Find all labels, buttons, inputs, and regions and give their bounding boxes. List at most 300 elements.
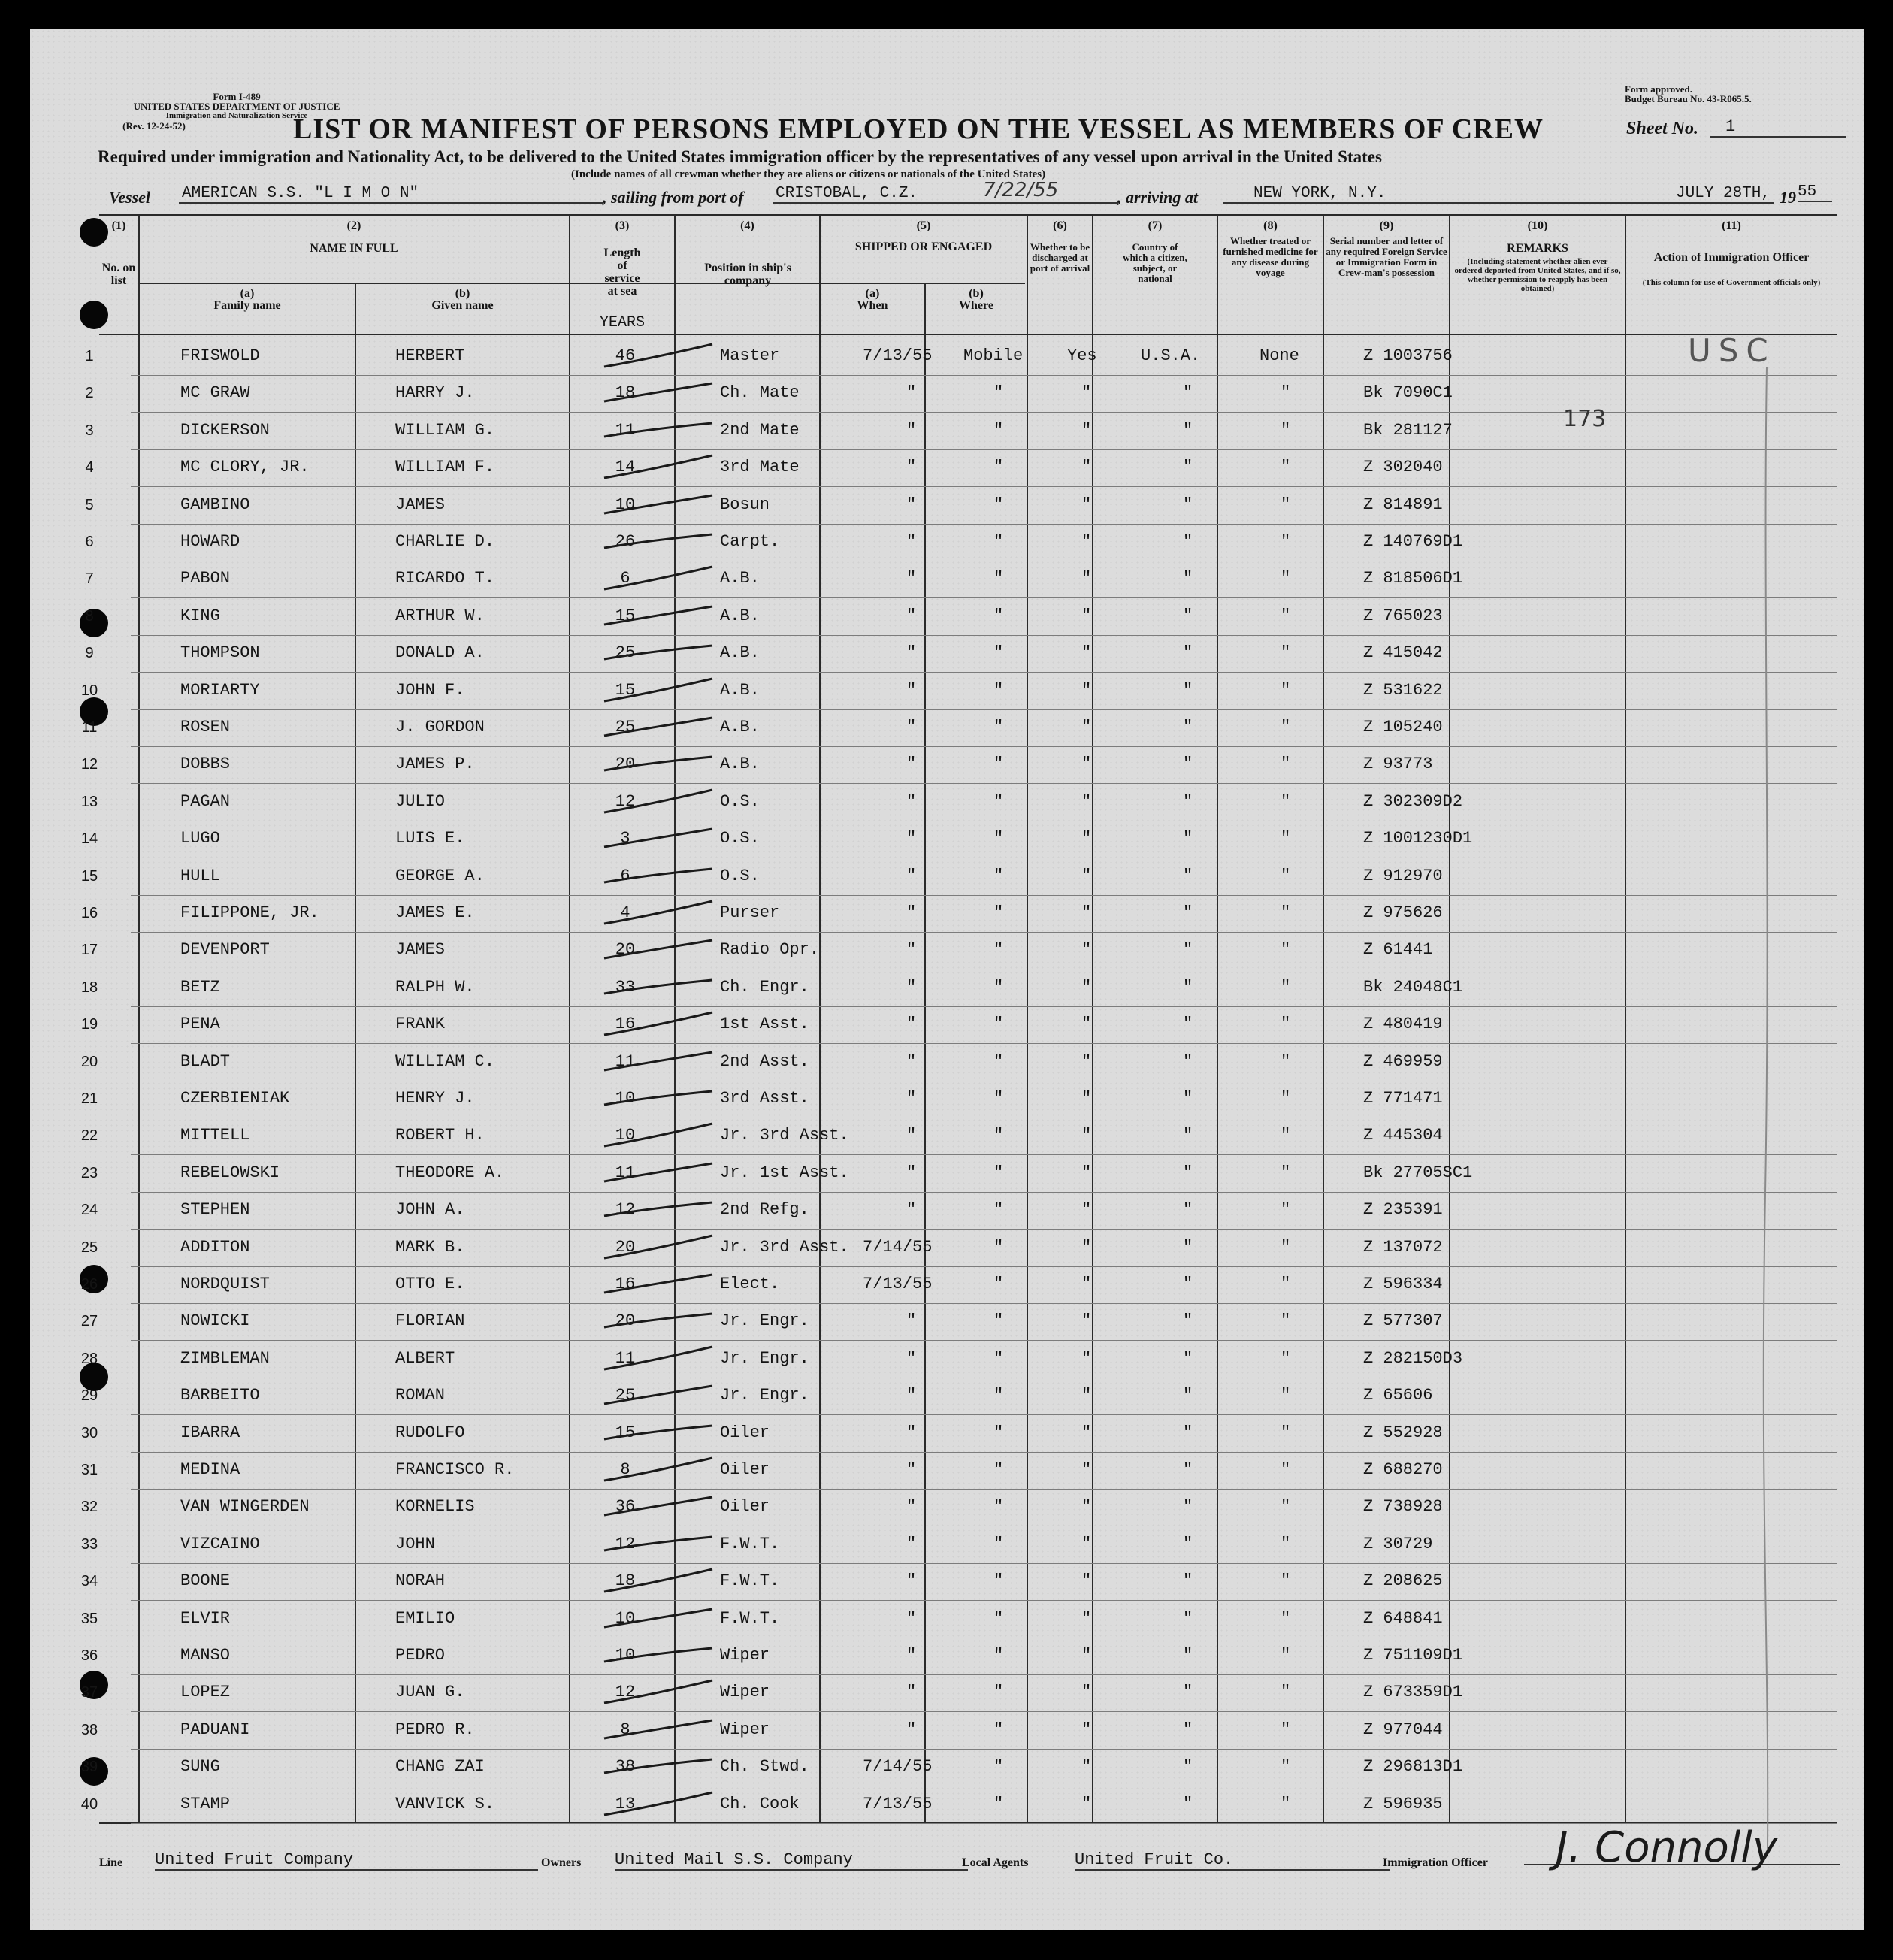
col1-header: No. on list <box>101 262 136 287</box>
pencil-mark <box>1755 367 1778 1855</box>
position: 3rd Mate <box>720 458 800 477</box>
table-row <box>80 1563 1837 1601</box>
service-years: 3 <box>620 829 630 848</box>
shipped-where: " <box>993 1497 1004 1517</box>
shipped-where: " <box>993 1683 1004 1702</box>
medicine: " <box>1281 903 1291 922</box>
shipped-where: " <box>993 643 1004 663</box>
family-name: DICKERSON <box>180 420 270 440</box>
check-slash-mark <box>603 1789 715 1819</box>
serial-number: Z 105240 <box>1363 718 1443 737</box>
row-number: 24 <box>80 1202 98 1219</box>
shipped-when: 7/13/55 <box>863 346 933 365</box>
medicine: " <box>1281 977 1291 997</box>
service-years: 20 <box>615 755 636 774</box>
given-name: HARRY J. <box>395 383 475 403</box>
col5b-num: (b) <box>969 287 984 300</box>
check-slash-mark <box>603 1566 715 1596</box>
shipped-where: " <box>993 606 1004 625</box>
shipped-when: 7/14/55 <box>863 1757 933 1777</box>
sailing-label: , sailing from port of <box>603 188 744 207</box>
country: " <box>1183 1348 1193 1368</box>
table-row <box>80 784 1837 821</box>
check-slash-mark <box>603 1529 715 1559</box>
medicine: " <box>1281 569 1291 588</box>
family-name: LOPEZ <box>180 1683 231 1702</box>
check-slash-mark <box>603 527 715 557</box>
shipped-when: " <box>906 1460 917 1479</box>
col2-num: (2) <box>346 219 361 232</box>
position: A.B. <box>720 606 760 625</box>
position: O.S. <box>720 866 760 885</box>
col11-note: (This column for use of Government officials only) <box>1642 278 1821 287</box>
position: A.B. <box>720 569 760 588</box>
discharge: " <box>1081 718 1092 737</box>
check-slash-mark <box>603 787 715 817</box>
col3-header: Length of service at sea <box>603 247 641 298</box>
shipped-where: " <box>993 569 1004 588</box>
serial-number: Z 751109D1 <box>1363 1646 1463 1665</box>
shipped-where: " <box>993 1237 1004 1257</box>
row-number: 10 <box>80 682 98 699</box>
shipped-where: Mobile <box>963 346 1024 365</box>
given-name: JOHN A. <box>395 1200 465 1220</box>
family-name: ADDITON <box>180 1237 250 1257</box>
family-name: SUNG <box>180 1757 220 1777</box>
service-years: 25 <box>615 1386 636 1405</box>
shipped-where: " <box>993 1348 1004 1368</box>
row-number: 31 <box>80 1462 98 1478</box>
shipped-when: " <box>906 755 917 774</box>
position: Oiler <box>720 1460 770 1479</box>
row-number: 15 <box>80 867 98 885</box>
given-name: ROBERT H. <box>395 1126 485 1145</box>
shipped-when: " <box>906 1126 917 1145</box>
family-name: DOBBS <box>180 755 231 774</box>
family-name: PADUANI <box>180 1720 250 1739</box>
col4-num: (4) <box>740 219 754 232</box>
family-name: DEVENPORT <box>180 940 270 960</box>
year-suffix: 55 <box>1798 183 1832 202</box>
given-name: WILLIAM F. <box>395 458 495 477</box>
table-row <box>80 1006 1837 1044</box>
col6-header: Whether to be discharged at port of arrival <box>1030 241 1090 274</box>
position: 3rd Asst. <box>720 1089 809 1108</box>
agents-label: Local Agents <box>962 1856 1029 1869</box>
serial-number: Z 65606 <box>1363 1386 1433 1405</box>
row-number: 33 <box>80 1535 98 1553</box>
row-number: 19 <box>80 1016 98 1033</box>
medicine: " <box>1281 420 1291 440</box>
table-row <box>80 673 1837 710</box>
position: Purser <box>720 903 780 922</box>
row-number: 12 <box>80 756 98 773</box>
service-years: 11 <box>615 420 636 440</box>
shipped-where: " <box>993 1126 1004 1145</box>
shipped-where: " <box>993 1608 1004 1628</box>
check-slash-mark <box>603 341 715 371</box>
table-row <box>85 487 1837 525</box>
table-row <box>80 969 1837 1007</box>
arrival-date: JULY 28TH, <box>1547 185 1774 204</box>
medicine: " <box>1281 755 1291 774</box>
medicine: " <box>1281 1386 1291 1405</box>
service-years: 15 <box>615 1423 636 1442</box>
row-number: 32 <box>80 1499 98 1516</box>
sail-date: 7/22/55 <box>983 179 1059 201</box>
country: U.S.A. <box>1141 346 1201 365</box>
col1-num: (1) <box>111 219 126 232</box>
country: " <box>1183 1311 1193 1331</box>
family-name: KING <box>180 606 220 625</box>
check-slash-mark <box>603 1677 715 1707</box>
serial-number: Z 577307 <box>1363 1311 1443 1331</box>
shipped-where: " <box>993 1646 1004 1665</box>
table-row <box>80 1341 1837 1378</box>
given-name: JOHN F. <box>395 680 465 700</box>
shipped-where: " <box>993 680 1004 700</box>
check-slash-mark <box>603 712 715 743</box>
given-name: JULIO <box>395 791 446 811</box>
shipped-when: " <box>906 1015 917 1034</box>
row-number: 5 <box>85 496 94 513</box>
family-name: THOMPSON <box>180 643 260 663</box>
serial-number: Z 977044 <box>1363 1720 1443 1739</box>
check-slash-mark <box>603 898 715 928</box>
check-slash-mark <box>603 1604 715 1634</box>
shipped-where: " <box>993 1163 1004 1182</box>
medicine: " <box>1281 1683 1291 1702</box>
year-prefix: 19 <box>1780 188 1796 207</box>
shipped-where: " <box>993 829 1004 848</box>
table-row <box>80 1081 1837 1118</box>
serial-number: Z 415042 <box>1363 643 1443 663</box>
table-row <box>80 932 1837 969</box>
position: A.B. <box>720 718 760 737</box>
check-slash-mark <box>603 1047 715 1077</box>
position: Oiler <box>720 1497 770 1517</box>
check-slash-mark <box>603 749 715 779</box>
table-row <box>80 1266 1837 1304</box>
family-name: BARBEITO <box>180 1386 260 1405</box>
serial-number: Bk 24048C1 <box>1363 977 1463 997</box>
remark-173: 173 <box>1563 406 1607 432</box>
given-name: EMILIO <box>395 1608 455 1628</box>
line-label: Line <box>99 1856 123 1869</box>
given-name: VANVICK S. <box>395 1794 495 1813</box>
serial-number: Z 296813D1 <box>1363 1757 1463 1777</box>
family-name: FRISWOLD <box>180 346 260 365</box>
medicine: " <box>1281 1015 1291 1034</box>
medicine: " <box>1281 1608 1291 1628</box>
medicine: " <box>1281 1497 1291 1517</box>
row-number: 34 <box>80 1573 98 1590</box>
check-slash-mark <box>603 1641 715 1671</box>
serial-number: Z 235391 <box>1363 1200 1443 1220</box>
discharge: " <box>1081 643 1092 663</box>
shipped-where: " <box>993 1386 1004 1405</box>
country: " <box>1183 1497 1193 1517</box>
row-number: 13 <box>80 793 98 810</box>
table-row <box>80 1303 1837 1341</box>
table-row <box>80 746 1837 784</box>
serial-number: Z 648841 <box>1363 1608 1443 1628</box>
given-name: HERBERT <box>395 346 465 365</box>
medicine: " <box>1281 1311 1291 1331</box>
table-top-rule <box>99 214 1837 216</box>
row-number: 8 <box>85 607 94 625</box>
discharge: " <box>1081 532 1092 551</box>
service-years: 38 <box>615 1757 636 1777</box>
position: F.W.T. <box>720 1571 780 1591</box>
family-name: BETZ <box>180 977 220 997</box>
col2b-num: (b) <box>455 287 470 300</box>
given-name: J. GORDON <box>395 718 485 737</box>
country: " <box>1183 1200 1193 1220</box>
shipped-when: " <box>906 458 917 477</box>
position: 1st Asst. <box>720 1015 809 1034</box>
shipped-when: " <box>906 1163 917 1182</box>
service-years: 10 <box>615 1646 636 1665</box>
shipped-when: " <box>906 1683 917 1702</box>
position: Radio Opr. <box>720 940 820 960</box>
check-slash-mark <box>603 1381 715 1411</box>
medicine: " <box>1281 1646 1291 1665</box>
serial-number: Z 30729 <box>1363 1534 1433 1553</box>
service-years: 12 <box>615 1683 636 1702</box>
country: " <box>1183 718 1193 737</box>
shipped-where: " <box>993 903 1004 922</box>
table-row <box>85 635 1837 673</box>
medicine: " <box>1281 1237 1291 1257</box>
col9-header: Serial number and letter of any required Foreign Service or Immigration Form in Crew-man's possession <box>1326 235 1447 278</box>
medicine: " <box>1281 1051 1291 1071</box>
given-name: PEDRO <box>395 1646 446 1665</box>
check-slash-mark <box>603 824 715 854</box>
table-row <box>85 449 1837 487</box>
table-row <box>80 1230 1837 1267</box>
serial-number: Z 765023 <box>1363 606 1443 625</box>
discharge: " <box>1081 977 1092 997</box>
check-slash-mark <box>603 1344 715 1374</box>
country: " <box>1183 1089 1193 1108</box>
country: " <box>1183 1126 1193 1145</box>
country: " <box>1183 1683 1193 1702</box>
shipped-where: " <box>993 1015 1004 1034</box>
given-name: JOHN <box>395 1534 435 1553</box>
country: " <box>1183 1720 1193 1739</box>
medicine: " <box>1281 1794 1291 1813</box>
col5b-header: Where <box>959 299 993 312</box>
given-name: MARK B. <box>395 1237 465 1257</box>
medicine: " <box>1281 606 1291 625</box>
row-number: 16 <box>80 905 98 921</box>
family-name: NOWICKI <box>180 1311 250 1331</box>
serial-number: Z 469959 <box>1363 1051 1443 1071</box>
arriving-label: , arriving at <box>1117 188 1198 207</box>
shipped-where: " <box>993 1423 1004 1442</box>
shipped-when: " <box>906 1386 917 1405</box>
col10-num: (10) <box>1527 219 1548 232</box>
service-years: 12 <box>615 791 636 811</box>
col2b-header: Given name <box>431 299 494 312</box>
family-name: PENA <box>180 1015 220 1034</box>
table-row <box>80 821 1837 858</box>
given-name: WILLIAM C. <box>395 1051 495 1071</box>
table-row <box>80 1155 1837 1193</box>
given-name: FRANCISCO R. <box>395 1460 515 1479</box>
check-slash-mark <box>603 416 715 446</box>
position: Elect. <box>720 1275 780 1293</box>
col8-header: Whether treated or furnished medicine for any disease during voyage <box>1223 235 1318 278</box>
medicine: " <box>1281 1089 1291 1108</box>
table-row <box>85 338 1837 376</box>
row-number: 22 <box>80 1127 98 1145</box>
table-row <box>80 858 1837 896</box>
shipped-when: " <box>906 1089 917 1108</box>
check-slash-mark <box>603 861 715 891</box>
service-years: 6 <box>620 569 630 588</box>
discharge: " <box>1081 1683 1092 1702</box>
col5-header: SHIPPED OR ENGAGED <box>854 240 993 253</box>
row-number: 1 <box>85 348 94 364</box>
shipped-when: " <box>906 1497 917 1517</box>
shipped-when: " <box>906 1646 917 1665</box>
country: " <box>1183 1423 1193 1442</box>
country: " <box>1183 606 1193 625</box>
sheet-number: 1 <box>1710 117 1846 138</box>
shipped-when: " <box>906 940 917 960</box>
check-slash-mark <box>603 1269 715 1299</box>
row-number: 35 <box>80 1610 98 1627</box>
serial-number: Z 596935 <box>1363 1794 1443 1813</box>
row-number: 20 <box>80 1053 98 1070</box>
service-years: 20 <box>615 940 636 960</box>
serial-number: Z 93773 <box>1363 755 1433 774</box>
discharge: Yes <box>1067 346 1097 365</box>
discharge: " <box>1081 755 1092 774</box>
position: O.S. <box>720 791 760 811</box>
department: UNITED STATES DEPARTMENT OF JUSTICE <box>133 101 340 112</box>
discharge: " <box>1081 829 1092 848</box>
shipped-when: " <box>906 1534 917 1553</box>
discharge: " <box>1081 1497 1092 1517</box>
check-slash-mark <box>603 935 715 965</box>
serial-number: Z 912970 <box>1363 866 1443 885</box>
medicine: " <box>1281 718 1291 737</box>
check-slash-mark <box>603 1752 715 1782</box>
country: " <box>1183 903 1193 922</box>
serial-number: Z 814891 <box>1363 495 1443 514</box>
table-row <box>80 1786 1837 1824</box>
table-row <box>80 895 1837 933</box>
service-name: Immigration and Naturalization Service <box>165 111 308 120</box>
discharge: " <box>1081 569 1092 588</box>
shipped-where: " <box>993 866 1004 885</box>
shipped-where: " <box>993 1794 1004 1813</box>
discharge: " <box>1081 1460 1092 1479</box>
shipped-when: " <box>906 383 917 403</box>
service-years: 11 <box>615 1051 636 1071</box>
service-years: 18 <box>615 383 636 403</box>
discharge: " <box>1081 680 1092 700</box>
owners-label: Owners <box>541 1856 582 1869</box>
table-row <box>80 1712 1837 1750</box>
family-name: BLADT <box>180 1051 231 1071</box>
row-number: 14 <box>80 830 98 848</box>
shipped-where: " <box>993 1200 1004 1220</box>
country: " <box>1183 383 1193 403</box>
position: Jr. 3rd Asst. <box>720 1126 849 1145</box>
medicine: " <box>1281 458 1291 477</box>
check-slash-mark <box>603 1455 715 1485</box>
subtitle: Required under immigration and Nationality Act, to be delivered to the United States immigration officer by the representatives of any vessel upon arrival in the United States <box>98 147 1382 166</box>
shipped-when: " <box>906 1200 917 1220</box>
position: 2nd Refg. <box>720 1200 809 1220</box>
service-years: 25 <box>615 718 636 737</box>
given-name: LUIS E. <box>395 829 465 848</box>
medicine: " <box>1281 791 1291 811</box>
usc-annotation: USC <box>1688 332 1776 369</box>
table-row <box>80 1638 1837 1675</box>
shipped-when: " <box>906 1423 917 1442</box>
table-row <box>80 1378 1837 1415</box>
given-name: ARTHUR W. <box>395 606 485 625</box>
shipped-when: 7/14/55 <box>863 1237 933 1257</box>
country: " <box>1183 866 1193 885</box>
discharge: " <box>1081 1608 1092 1628</box>
discharge: " <box>1081 1200 1092 1220</box>
discharge: " <box>1081 940 1092 960</box>
row-number: 29 <box>80 1387 98 1405</box>
punch-hole <box>80 301 108 329</box>
service-years: 10 <box>615 495 636 514</box>
shipped-when: " <box>906 495 917 514</box>
country: " <box>1183 1051 1193 1071</box>
manifest-sheet <box>30 29 1864 1930</box>
serial-number: Z 302309D2 <box>1363 791 1463 811</box>
table-row <box>80 1674 1837 1712</box>
position: O.S. <box>720 829 760 848</box>
service-years: 8 <box>620 1720 630 1739</box>
agents-value: United Fruit Co. <box>1075 1850 1390 1871</box>
service-years: 36 <box>615 1497 636 1517</box>
family-name: PABON <box>180 569 231 588</box>
family-name: ELVIR <box>180 1608 231 1628</box>
table-row <box>80 1749 1837 1786</box>
family-name: LUGO <box>180 829 220 848</box>
check-slash-mark <box>603 452 715 482</box>
officer-label: Immigration Officer <box>1383 1856 1488 1869</box>
col5a-num: (a) <box>865 287 880 300</box>
medicine: None <box>1259 346 1299 365</box>
owners-value: United Mail S.S. Company <box>615 1850 968 1871</box>
position: Jr. Engr. <box>720 1386 809 1405</box>
discharge: " <box>1081 903 1092 922</box>
budget-bureau: Budget Bureau No. 43-R065.5. <box>1625 93 1752 104</box>
service-years: 25 <box>615 643 636 663</box>
shipped-when: " <box>906 569 917 588</box>
shipped-where: " <box>993 420 1004 440</box>
serial-number: Z 140769D1 <box>1363 532 1463 551</box>
table-row <box>80 1415 1837 1453</box>
row-number: 38 <box>80 1721 98 1738</box>
position: Jr. 3rd Asst. <box>720 1237 849 1257</box>
service-years: 10 <box>615 1089 636 1108</box>
discharge: " <box>1081 1423 1092 1442</box>
position: Wiper <box>720 1683 770 1702</box>
shipped-where: " <box>993 495 1004 514</box>
